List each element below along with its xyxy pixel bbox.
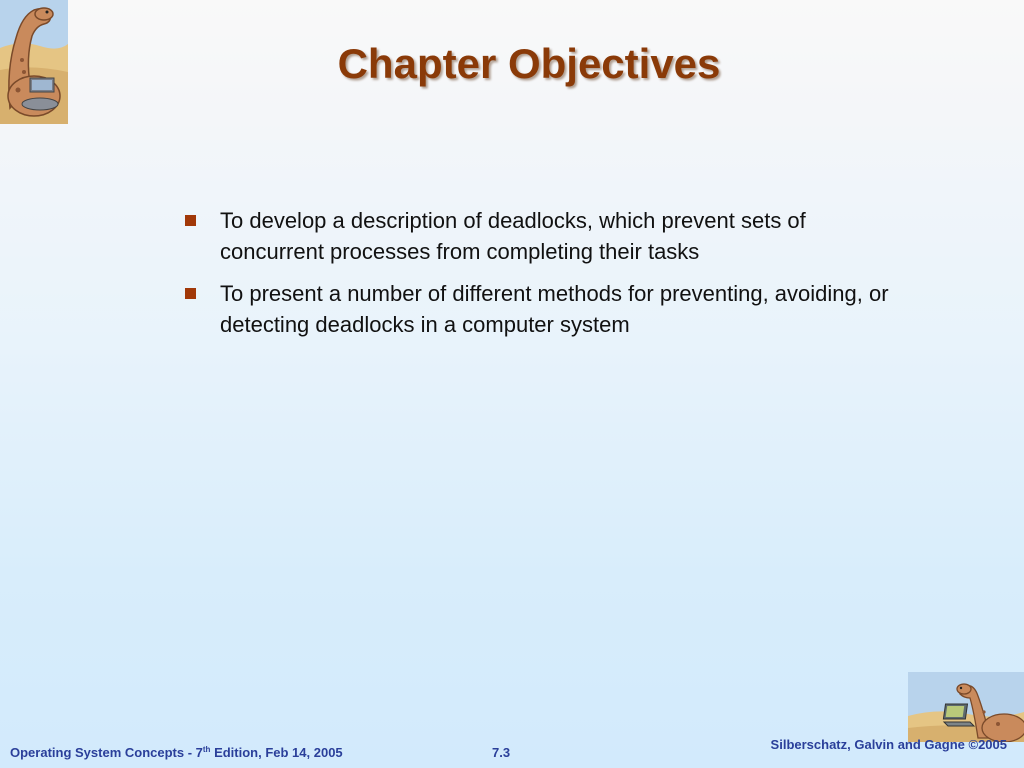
page-number: 7.3	[492, 745, 511, 760]
dinosaur-laptop-icon	[908, 672, 1024, 742]
footer-course-prefix: Operating System Concepts - 7	[10, 745, 203, 760]
bullet-text: To present a number of different methods for preventing, avoiding, or detecting deadlocks in a computer system	[220, 281, 889, 337]
square-bullet-icon	[185, 288, 196, 299]
bullet-list	[184, 205, 904, 351]
footer-course-info	[10, 745, 343, 760]
list-item	[184, 205, 904, 267]
list-item	[184, 278, 904, 340]
footer-course-suffix: Edition, Feb 14, 2005	[210, 745, 343, 760]
bullet-text: To develop a description of deadlocks, which prevent sets of concurrent processes from completing their tasks	[220, 208, 806, 264]
page-title: Chapter Objectives	[337, 40, 721, 87]
square-bullet-icon	[185, 215, 196, 226]
footer-authors: Silberschatz, Galvin and Gagne ©2005	[770, 737, 1007, 752]
footer-course-sup: th	[202, 745, 211, 754]
footer	[0, 737, 1024, 768]
